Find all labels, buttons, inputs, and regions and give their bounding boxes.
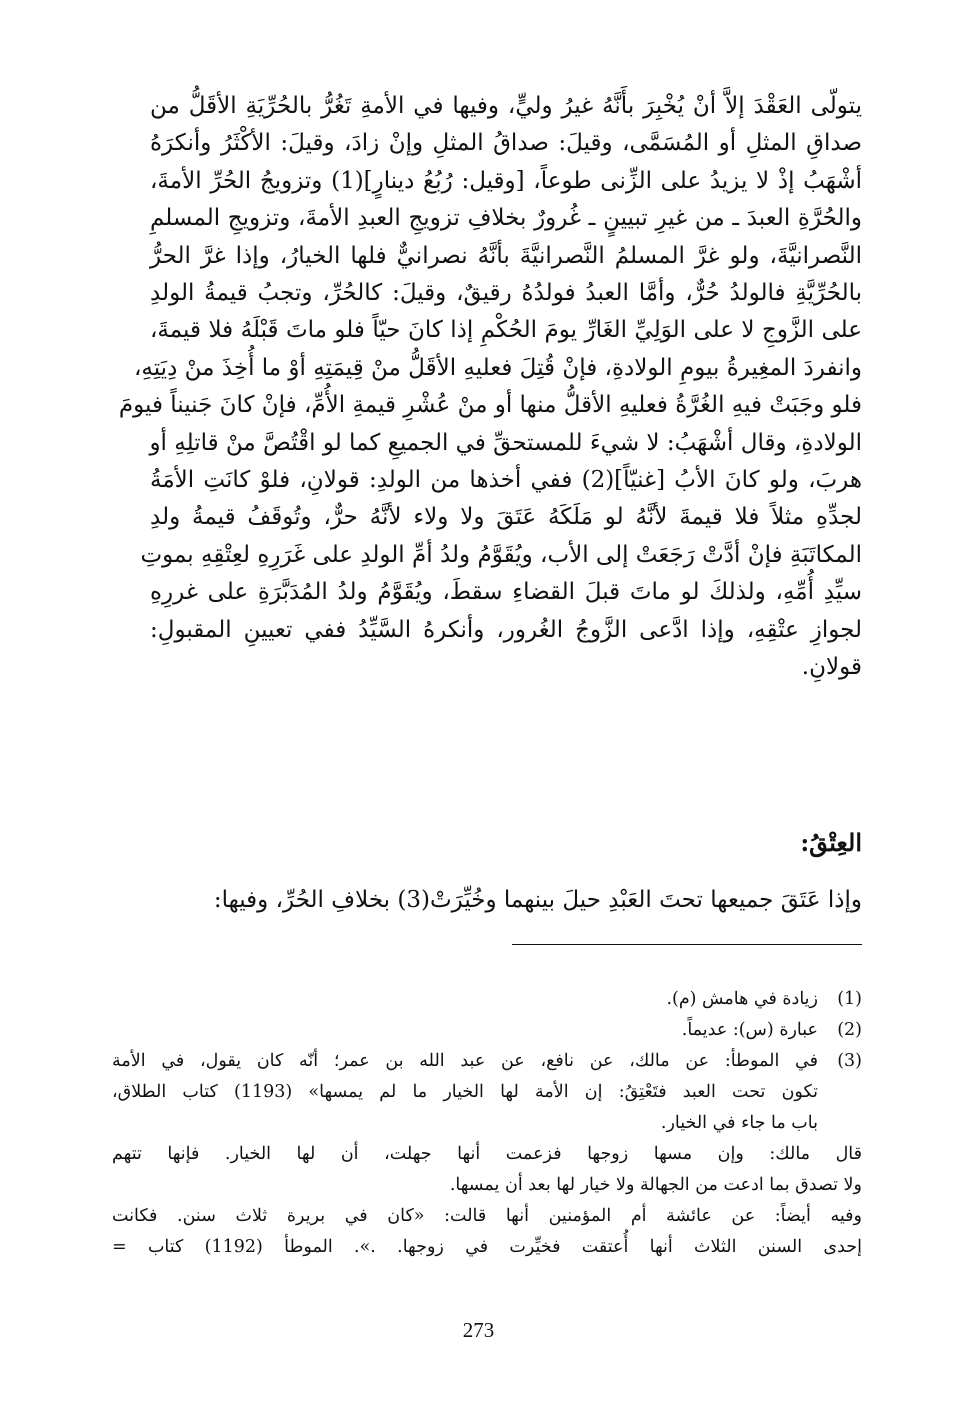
- footnote-line: تكون تحت العبد فتَعْتِقُ: إن الأمة لها الخيار ما لم يمسها» (1193) كتاب الطلاق،: [112, 1082, 818, 1102]
- text-line: بالحُرِّيَّةِ فالولدُ حُرٌّ، وأمَّا العبدُ فولدُهُ رقيقٌ، وقيلَ: كالحُرِّ، وتجبُ قيمةُ الولدِ: [150, 280, 862, 307]
- text-line: قولانِ.: [801, 654, 862, 681]
- text-line: والحُرَّةِ العبدَ ـ من غيرِ تبيينٍ ـ غُرورٌ بخلافِ تزويجِ العبدِ الأمةَ، وتزويجِ المسلمِ: [150, 205, 862, 232]
- footnote-separator: [512, 944, 862, 945]
- footnote-line: وفيه أيضاً: عن عائشة أم المؤمنين أنها قالت: «كان في بريرة ثلاث سنن. فكانت: [112, 1206, 862, 1226]
- footnote-number: (3): [837, 1051, 862, 1071]
- footnote-continuation: [112, 1139, 862, 1263]
- footnotes: [112, 984, 862, 1263]
- section-intro-line: وإذا عَتَقَ جميعها تحتَ العَبْدِ حيلَ بينهما وخُيِّرَتْ(3) بخلافِ الحُرِّ، وفيها:: [213, 887, 862, 913]
- footnote-1: [112, 984, 862, 1015]
- text-line: وانفردَ المغِيرةُ بيومِ الولادةِ، فإنْ قُتِلَ فعليهِ الأقَلُّ منْ قِيمَتِهِ أوْ ما أُخِذَ منْ دِيَتِهِ،: [133, 354, 862, 381]
- footnote-number: (2): [837, 1020, 862, 1040]
- footnote-line: ولا تصدق بما ادعت من الجهالة ولا خيار لها بعد أن يمسها.: [449, 1175, 862, 1195]
- text-line: سيِّدِ أُمِّهِ، ولذلكَ لو ماتَ قبلَ القضاءِ سقطَ، ويُقَوَّمُ ولدُ المُدَبَّرَةِ على غررِهِ: [150, 579, 862, 606]
- text-line: لجوازِ عتْقِهِ، وإذا ادَّعى الزَّوجُ الغُرور، وأنكرهُ السَّيِّدُ ففي تعيينِ المقبولِ:: [150, 616, 862, 643]
- text-line: يتولّى العَقْدَ إلاَّ أنْ يُخْبِرَ بأَنَّهُ غيرُ وليٍّ، وفيها في الأمةِ تَغُرُّ بالحُرِّيَةِ الأقَلُّ من: [150, 93, 862, 119]
- text-line: صداقِ المثلِ أو المُسَمَّى، وقيلَ: صداقُ المثلِ وإنْ زادَ، وقيلَ: الأكْثَرُ وأنكرَهُ: [150, 130, 862, 157]
- footnote-number: (1): [837, 989, 862, 1009]
- text-line: فلو وجَبَتْ فيهِ الغُرَّةُ فعليهِ الأقلُّ منها أو منْ عُشْرِ قيمةِ الأُمِّ، فإنْ كانَ جَنيناً فيومَ: [118, 392, 862, 419]
- footnote-2: [112, 1015, 862, 1046]
- text-line: النَّصرانيَّةَ، ولو غرَّ المسلمُ النَّصرانيَّةَ بأنَّهُ نصرانيٌّ فلها الخيارُ، وإذا غرَّ الحرُّ: [150, 242, 862, 269]
- text-line: لجدِّهِ مثلاً فلا قيمةَ لأنَّهُ لو مَلَكَهُ عَتَقَ ولا ولاء لأنَّهُ حرٌّ، وتُوقَفُ قيمةُ ولدِ: [150, 504, 862, 531]
- footnote-line: إحدى السنن الثلاث أنها أُعتقت فخيِّرت في زوجها. .». الموطأ (1192) كتاب =: [112, 1237, 862, 1257]
- page-number: 273: [462, 1318, 495, 1342]
- main-text: [118, 88, 863, 687]
- text-line: أشْهَبُ إذْ لا يزيدُ على الزِّنى طوعاً، [وقيل: رُبُعُ دينارٍ](1) وتزويجُ الحُرِّ الأمةَ،: [150, 167, 862, 194]
- footnote-line: قال مالك: وإن مسها زوجها فزعمت أنها جهلت، أن لها الخيار. فإنها تتهم: [112, 1144, 862, 1164]
- text-line: المكاتَبَةِ فإنْ أدَّتْ رَجَعَتْ إلى الأب، ويُقَوَّمُ ولدُ أمِّ الولدِ على غَرَرِهِ لعِتْقِهِ بموتِ: [140, 541, 862, 568]
- section-heading: العِتْقُ:: [800, 828, 862, 857]
- footnote-line: باب ما جاء في الخيار.: [660, 1113, 818, 1133]
- footnote-3: [112, 1046, 862, 1139]
- text-line: الولادةِ، وقال أشْهَبُ: لا شيءَ للمستحقِّ في الجميعِ كما لو اقْتُصَّ منْ قاتلِهِ أو: [149, 429, 862, 456]
- footnote-line: عبارة (س): عديماً.: [681, 1020, 818, 1040]
- text-line: هربَ، ولو كانَ الأبُ [غنيّاً](2) ففي أخذها من الولدِ: قولانِ، فلوْ كانَتِ الأمَةُ: [150, 467, 863, 494]
- footnote-line: في الموطأ: عن مالك، عن نافع، عن عبد الله بن عمر؛ أنّه كان يقول، في الأمة: [112, 1051, 818, 1071]
- footnote-line: زيادة في هامش (م).: [666, 989, 818, 1009]
- text-line: على الزَّوجِ لا على الوَلِيِّ الغَارِّ يومَ الحُكْمِ إذا كانَ حيّاً فلو ماتَ قَبْلَهُ فلا قيمةَ،: [150, 317, 862, 344]
